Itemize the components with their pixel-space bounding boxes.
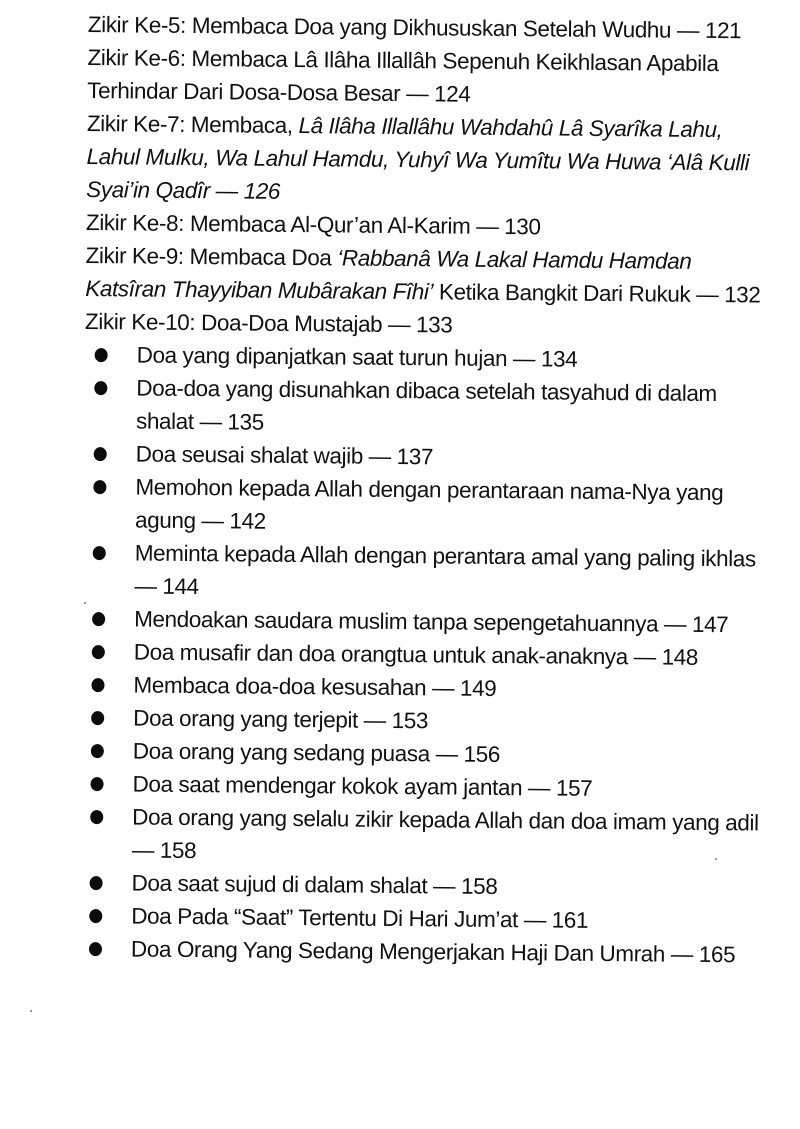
toc-entry-transliteration: Lâ Ilâha Illallâhu Wahdahû Lâ Syarîka Lahu, Lahul Mulku, Wa Lahul Hamdu, Yuhyî Wa Yumîtu Wa Huwa ‘Alâ Kulli Syai’in Qadîr — 126 [86,113,750,204]
bullet-icon [91,678,104,692]
list-item-text: Doa orang yang selalu zikir kepada Allah dan doa imam yang adil — 158 [131,804,759,864]
toc-entry-text: Ketika Bangkit Dari Rukuk — 132 [433,279,761,308]
doa-mustajab-list [79,338,775,972]
list-item-text: Doa orang yang sedang puasa — 156 [132,738,501,767]
bullet-icon [91,744,104,758]
list-item [80,800,771,873]
toc-entry-text: Zikir Ke-7: Membaca, [86,110,299,139]
list-item-text: Doa Orang Yang Sedang Mengerjakan Haji Dan Umrah — 165 [130,936,736,968]
list-item-text: Doa-doa yang disunahkan dibaca setelah tasyahud di dalam shalat — 135 [135,375,717,435]
bullet-icon [94,447,107,461]
list-item-text: Doa saat mendengar kokok ayam jantan — 157 [132,771,593,801]
scan-speck [84,602,86,604]
scan-speck [715,858,717,860]
bullet-icon [92,645,105,659]
bullet-icon [91,711,104,725]
list-item [83,470,774,543]
list-item [82,536,773,609]
toc-page [79,8,778,972]
toc-entry-text: Zikir Ke-6: Membaca Lâ Ilâha Illallâh Sepenuh Keikhlasan Apabila Terhindar Dari Dosa-Dosa Besar — 124 [87,44,719,107]
bullet-icon [93,480,106,494]
bullet-icon [92,612,105,626]
toc-entry-transliteration: ‘Rabbanâ Wa Lakal Hamdu Hamdan Katsîran Thayyiban Mubârakan Fîhi’ [85,245,692,305]
toc-entry-text: Zikir Ke-9: Membaca Doa [85,242,338,271]
toc-entry-zikir-7 [86,107,777,213]
list-item-text: Doa seusai shalat wajib — 137 [135,441,434,470]
list-item-text: Membaca doa-doa kesusahan — 149 [133,672,497,701]
list-item-text: Mendoakan saudara muslim tanpa sepengetahuannya — 147 [134,606,729,638]
toc-entry-text: Zikir Ke-8: Membaca Al-Qur’an Al-Karim — 130 [85,209,541,240]
list-item [84,371,775,444]
bullet-icon [89,909,102,923]
toc-entry-text: Zikir Ke-10: Doa-Doa Mustajab — 133 [84,308,453,338]
list-item-text: Memohon kepada Allah dengan perantaraan nama-Nya yang agung — 142 [134,474,724,534]
toc-entry-text: Zikir Ke-5: Membaca Doa yang Dikhususkan Setelah Wudhu — 121 [87,11,742,44]
bullet-icon [95,348,108,362]
bullet-icon [90,876,103,890]
bullet-icon [90,810,103,824]
bullet-icon [94,381,107,395]
toc-entry-zikir-6 [87,41,778,114]
list-item-text: Meminta kepada Allah dengan perantara amal yang paling ikhlas — 144 [134,540,756,600]
list-item-text: Doa Pada “Saat” Tertentu Di Hari Jum’at — 161 [131,903,589,933]
list-item-text: Doa musafir dan doa orangtua untuk anak-anaknya — 148 [133,639,699,670]
scan-speck [30,1010,32,1012]
list-item-text: Doa orang yang terjepit — 153 [133,705,429,734]
bullet-icon [93,546,106,560]
bullet-icon [89,942,102,956]
list-item-text: Doa saat sujud di dalam shalat — 158 [131,870,498,899]
list-item [79,932,769,972]
toc-entry-zikir-9 [85,239,776,312]
bullet-icon [90,777,103,791]
list-item-text: Doa yang dipanjatkan saat turun hujan — 134 [136,342,578,372]
